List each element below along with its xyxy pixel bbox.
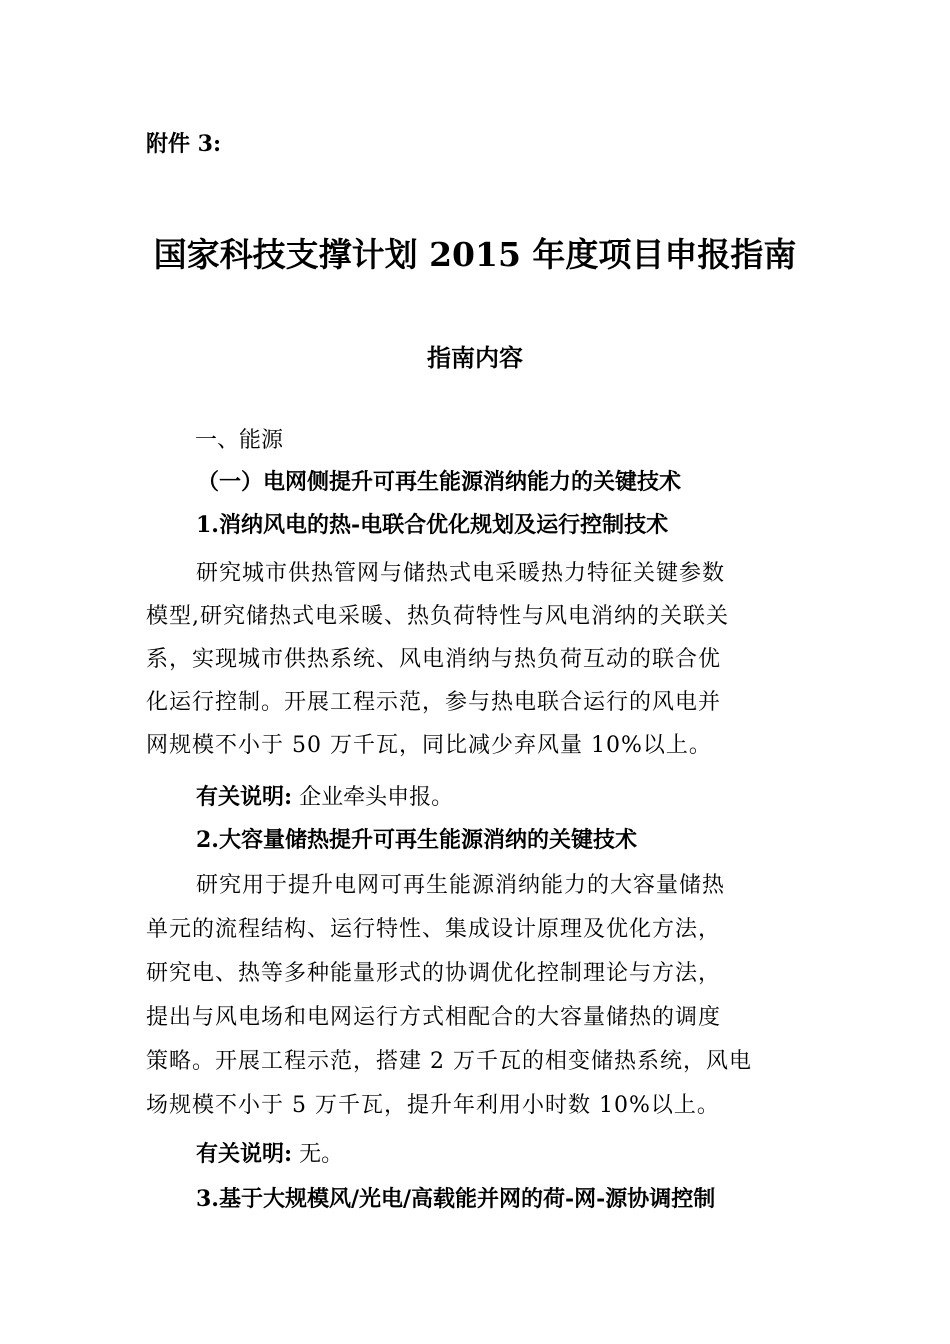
note-line-2	[196, 1137, 343, 1172]
paragraph-line: 策略。开展工程示范，搭建 2 万千瓦的相变储热系统，风电	[146, 1049, 752, 1074]
note-label: 有关说明:	[196, 784, 293, 810]
note-label: 有关说明:	[196, 1141, 293, 1167]
paragraph-line: 模型,研究储热式电采暖、热负荷特性与风电消纳的关联关	[146, 604, 729, 629]
note-line-1	[196, 780, 453, 815]
item-heading-2: 2.大容量储热提升可再生能源消纳的关键技术	[196, 827, 637, 853]
section-heading: 一、能源	[195, 428, 284, 453]
item-heading-3: 3.基于大规模风/光电/高载能并网的荷-网-源协调控制	[196, 1186, 716, 1212]
attachment-label: 附件 3:	[146, 131, 222, 157]
paragraph-line: 提出与风电场和电网运行方式相配合的大容量储热的调度	[146, 1005, 722, 1030]
note-text: 无。	[299, 1142, 344, 1167]
paragraph-line: 场规模不小于 5 万千瓦，提升年利用小时数 10%以上。	[146, 1093, 720, 1118]
paragraph-line: 系，实现城市供热系统、风电消纳与热负荷互动的联合优	[146, 647, 722, 672]
paragraph-line: 化运行控制。开展工程示范，参与热电联合运行的风电并	[146, 690, 722, 715]
paragraph-line: 研究用于提升电网可再生能源消纳能力的大容量储热	[196, 873, 726, 898]
item-heading-1: 1.消纳风电的热-电联合优化规划及运行控制技术	[196, 512, 669, 538]
paragraph-line: 单元的流程结构、运行特性、集成设计原理及优化方法，	[146, 917, 722, 942]
subsection-heading: （一）电网侧提升可再生能源消纳能力的关键技术	[197, 469, 682, 495]
note-text: 企业牵头申报。	[299, 785, 454, 810]
document-subtitle: 指南内容	[427, 343, 523, 372]
paragraph-line: 网规模不小于 50 万千瓦，同比减少弃风量 10%以上。	[146, 733, 712, 758]
paragraph-line: 研究城市供热管网与储热式电采暖热力特征关键参数	[196, 561, 726, 586]
document-title: 国家科技支撑计划 2015 年度项目申报指南	[153, 235, 797, 274]
paragraph-line: 研究电、热等多种能量形式的协调优化控制理论与方法，	[146, 961, 722, 986]
